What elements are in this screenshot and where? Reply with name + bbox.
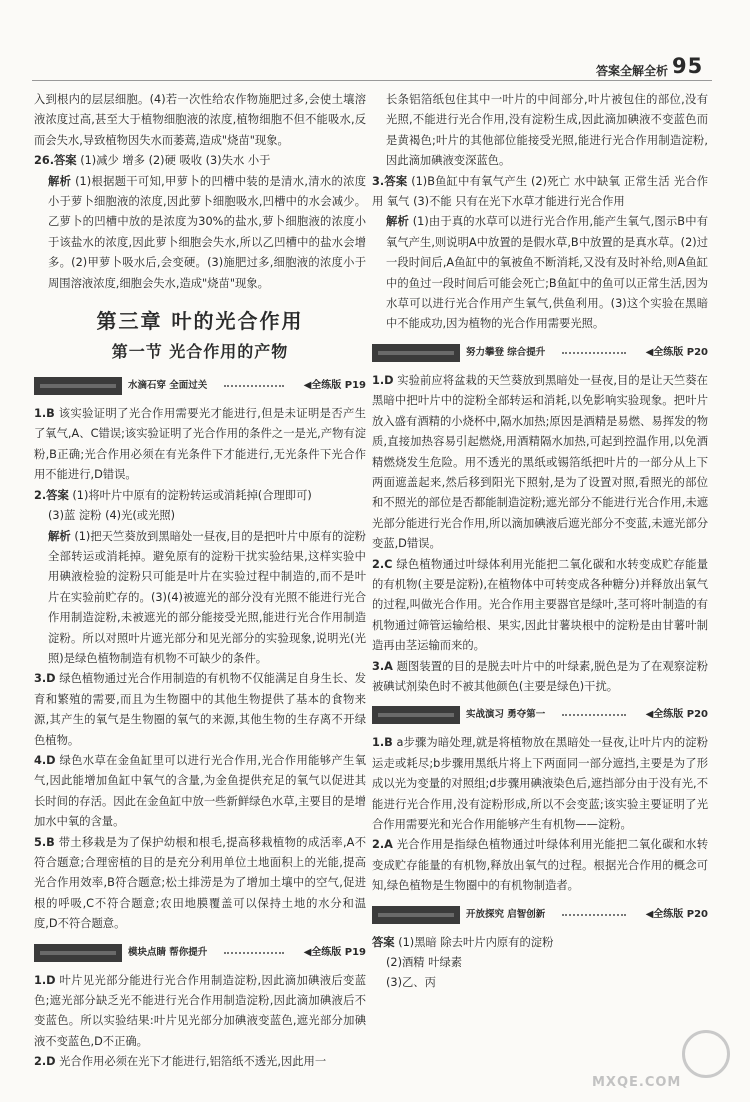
banner-slogan: 努力攀登 综合提升 bbox=[466, 346, 546, 358]
answer-text: 叶片见光部分能进行光合作用制造淀粉,因此滴加碘液后变蓝色;遮光部分缺乏光不能进行光合作用制造淀粉,因此滴加碘液后不变蓝色。所以实验结果:叶片见光部分加碘液变蓝色,遮光部分加碘液不变蓝色,D不正确。 bbox=[34, 973, 367, 1048]
banner-slogan: 开放探究 启智创新 bbox=[466, 908, 546, 920]
watermark-seal-icon bbox=[682, 1030, 730, 1078]
site-watermark bbox=[580, 1028, 736, 1092]
answer-text: 光合作用必须在光下才能进行,铝箔纸不透光,因此用一 bbox=[59, 1055, 327, 1069]
answer-text: a步骤为暗处理,就是将植物放在黑暗处一昼夜,让叶片内的淀粉运走或耗尽;b步骤用黑纸片将上下两面同一部分遮挡,主要是为了形成以光为变量的对照组;d步骤用碘液染色后,遮挡部分由于没有光,不能进行光合作用,没有淀粉形成,所以不会变蓝;该实验主要证明了光合作用需要光和光合作用能够产生有机物——淀粉。 bbox=[372, 736, 709, 831]
answer-item bbox=[372, 371, 708, 555]
answer-text: (3)乙、丙 bbox=[386, 976, 436, 990]
section-banner-explore bbox=[372, 903, 708, 927]
answer-item bbox=[372, 657, 708, 698]
answer-text: 实验前应将盆栽的天竺葵放到黑暗处一昼夜,目的是让天竺葵在黑暗中把叶片中的淀粉全部转运和消耗,以免影响实验现象。把叶片放入盛有酒精的小烧杯中,隔水加热;原因是酒精是易燃、易挥发的物质,直接加热容易引起燃烧,用酒精隔水加热,可起到控温作用,以免酒精燃烧发生危险。用不透光的黑纸或锡箔纸把叶片的一部分从上下两面遮盖起来,然后移到阳光下照射,是为了设置对照,看照光的部位和不照光的部位是否都能制造淀粉;遮光部分不能进行光合作用,未遮光部分能进行光合作用,所以滴加碘液后遮光部分不变蓝,未遮光部分变蓝,D错误。 bbox=[372, 373, 708, 551]
banner-page-ref: ◀全练版 P19 bbox=[303, 946, 366, 958]
q26-analysis-text: (1)根据题干可知,甲萝卜的凹槽中装的是清水,清水的浓度小于萝卜细胞液的浓度,因此萝卜细胞吸水,凹槽中的水会减少。乙萝卜的凹槽中放的是浓度为30%的盐水,萝卜细胞液的浓度小于该盐水的浓度,因此萝卜细胞会失水,所以乙凹槽中的盐水会增多。(2)甲萝卜吸水后,会变硬。(3)施肥过多,细胞液的浓度小于周围溶液浓度,细胞会失水,造成"烧苗"现象。 bbox=[48, 174, 366, 290]
answer-analysis bbox=[34, 527, 366, 670]
banner-slogan: 水滴石穿 全面过关 bbox=[128, 380, 208, 392]
answer-text: (3)蓝 淀粉 (4)光(或光照) bbox=[48, 509, 176, 523]
section-banner-advanced bbox=[34, 941, 366, 965]
answer-item bbox=[372, 555, 708, 657]
banner-slogan: 实战演习 勇夺第一 bbox=[466, 709, 546, 721]
banner-page-ref: ◀全练版 P20 bbox=[645, 709, 708, 721]
answer-text: (2)酒精 叶绿素 bbox=[386, 956, 463, 970]
q26-answer-text: (1)减少 增多 (2)硬 吸收 (3)失水 小于 bbox=[80, 154, 271, 168]
banner-block-icon bbox=[372, 906, 460, 924]
answer-text: 绿色植物通过叶绿体利用光能把二氧化碳和水转变成贮存能量的有机物(主要是淀粉),在植物体中可转变成各种糖分)并释放出氧气的过程,叫做光合作用。光合作用主要器官是绿叶,茎可将叶制造的有机物通过筛管运输给根、果实,因此甘薯块根中的淀粉是由甘薯叶制造再由茎运输而来的。 bbox=[372, 557, 708, 653]
answer-item bbox=[372, 933, 708, 953]
answer-item bbox=[34, 404, 366, 486]
banner-block-icon bbox=[34, 944, 122, 962]
q26-analysis bbox=[34, 172, 366, 294]
analysis-label: 解析 bbox=[48, 529, 71, 543]
answer-number: 2.答案 bbox=[34, 488, 69, 502]
q26-answer-label: 26.答案 bbox=[34, 154, 77, 168]
right-column bbox=[372, 90, 708, 994]
answer-item bbox=[34, 1052, 366, 1072]
answer-item bbox=[34, 669, 366, 751]
answer-number: 2.C bbox=[372, 557, 393, 571]
banner-page-ref: ◀全练版 P20 bbox=[645, 908, 708, 920]
banner-block-icon bbox=[34, 377, 122, 395]
banner-dotted-rule bbox=[562, 352, 626, 354]
page-header bbox=[0, 0, 750, 88]
answer-number: 答案 bbox=[372, 935, 395, 949]
section-title: 第一节 光合作用的产物 bbox=[111, 342, 289, 362]
answer-text: (1)B鱼缸中有氧气产生 (2)死亡 水中缺氧 正常生活 光合作用 氧气 (3)不能 只有在光下水草才能进行光合作用 bbox=[372, 174, 709, 209]
banner-page-ref: ◀全练版 P19 bbox=[303, 380, 366, 392]
answer-number: 1.B bbox=[372, 736, 393, 750]
answer-analysis bbox=[372, 212, 708, 334]
answer-text: 题图装置的目的是脱去叶片中的叶绿素,脱色是为了在观察淀粉被碘试剂染色时不被其他颜色(主要是绿色)干扰。 bbox=[372, 659, 708, 693]
q26-answer bbox=[34, 151, 366, 171]
answer-number: 2.A bbox=[372, 838, 393, 852]
banner-dotted-rule bbox=[562, 914, 626, 916]
answer-item bbox=[372, 835, 708, 896]
analysis-text: (1)由于真的水草可以进行光合作用,能产生氧气,图示B中有氧气产生,则说明A中放置的是假水草,B中放置的是真水草。(2)过一段时间后,A鱼缸中的氧被鱼不断消耗,又没有及时补给,则A鱼缸中的鱼过一段时间后可能会死亡;B鱼缸中的鱼可以正常生活,因为水草可以进行光合作用产生氧气,供鱼利用。(3)这个实验在黑暗中不能成功,因为植物的光合作用需要光照。 bbox=[386, 215, 708, 331]
answer-number: 2.D bbox=[34, 1055, 56, 1069]
answer-text: (1)将叶片中原有的淀粉转运或消耗掉(合理即可) bbox=[72, 488, 312, 502]
watermark-text: MXQE.COM bbox=[592, 1075, 682, 1090]
q26-analysis-label: 解析 bbox=[48, 174, 72, 188]
section-banner-practice bbox=[372, 703, 708, 727]
answer-number: 1.D bbox=[34, 973, 56, 987]
answer-number: 3.A bbox=[372, 659, 393, 673]
left-column bbox=[34, 90, 366, 1073]
answer-item bbox=[34, 751, 366, 833]
q25-answer-tail: 入到根内的层层细胞。(4)若一次性给农作物施肥过多,会使土壤溶液浓度过高,甚至大于植物细胞液的浓度,植物细胞不但不能吸水,反而会失水,导致植物因失水而萎蔫,造成"烧苗"现象。 bbox=[34, 93, 366, 147]
banner-dotted-rule bbox=[224, 385, 284, 387]
section-banner-comprehensive bbox=[372, 341, 708, 365]
banner-block-icon bbox=[372, 706, 460, 724]
answer-number: 4.D bbox=[34, 753, 56, 767]
answer-item bbox=[34, 486, 366, 506]
banner-dotted-rule bbox=[224, 952, 284, 954]
answer-number: 1.D bbox=[372, 373, 394, 387]
answer-item bbox=[372, 733, 708, 835]
chapter-title: 第三章 叶的光合作用 bbox=[96, 309, 304, 334]
answer-number: 3.答案 bbox=[372, 174, 408, 188]
analysis-text: (1)把天竺葵放到黑暗处一昼夜,目的是把叶片中原有的淀粉全部转运或消耗掉。避免原有的淀粉干扰实验结果,这样实验中用碘液检验的淀粉只可能是叶片在实验过程中制造的,而不是叶片在实验前贮存的。(3)(4)被遮光的部分没有光照不能进行光合作用制造淀粉,未被遮光的部分能接受光照,能进行光合作用制造淀粉。所以对照叶片遮光部分和见光部分的实验现象,说明光(光照)是绿色植物制造有机物不可缺少的条件。 bbox=[48, 529, 366, 665]
answer-text: 该实验证明了光合作用需要光才能进行,但是未证明是否产生了氧气,A、C错误;该实验证明了光合作用的条件之一是光,产物有淀粉,B正确;光合作用必须在有光条件下才能进行,无光条件下光合作用不能进行,D错误。 bbox=[34, 407, 367, 482]
answer-text: 光合作用是指绿色植物通过叶绿体利用光能把二氧化碳和水转变成贮存能量的有机物,释放出氧气的过程。根据光合作用的概念可知,绿色植物是生物圈中的有机物制造者。 bbox=[372, 838, 708, 893]
section-banner-basic bbox=[34, 374, 366, 398]
answer-item bbox=[34, 833, 366, 935]
banner-dotted-rule bbox=[562, 714, 626, 716]
q7-answer-tail: 长条铝箔纸包住其中一叶片的中间部分,叶片被包住的部位,没有光照,不能进行光合作用,没有淀粉生成,因此滴加碘液不变蓝色而是黄褐色;叶片的其他部位能接受光照,能进行光合作用制造淀粉,因此滴加碘液变深蓝色。 bbox=[386, 93, 708, 168]
answer-item bbox=[372, 172, 708, 213]
header-divider bbox=[32, 80, 712, 81]
page-number: 95 bbox=[672, 54, 704, 78]
banner-block-icon bbox=[372, 344, 460, 362]
answer-text: (1)黑暗 除去叶片内原有的淀粉 bbox=[398, 935, 554, 949]
banner-page-ref: ◀全练版 P20 bbox=[645, 346, 708, 358]
analysis-label: 解析 bbox=[386, 215, 409, 229]
banner-slogan: 模块点睛 帮你提升 bbox=[128, 946, 208, 958]
answer-text: 绿色植物通过光合作用制造的有机物不仅能满足自身生长、发育和繁殖的需要,而且为生物圈中的其他生物提供了基本的食物来源,其产生的氧气是生物圈的氧气的来源,其他生物的生存离不开绿色植物。 bbox=[34, 672, 366, 747]
answer-number: 3.D bbox=[34, 672, 56, 686]
header-label: 答案全解全析 bbox=[596, 64, 669, 78]
answer-number: 5.B bbox=[34, 835, 55, 849]
answer-item bbox=[34, 971, 366, 1053]
answer-number: 1.B bbox=[34, 407, 55, 421]
answer-text: 带土移栽是为了保护幼根和根毛,提高移栽植物的成活率,A不符合题意;合理密植的目的是充分利用单位土地面积上的光能,提高光合作用效率,B符合题意;松土排涝是为了增加土壤中的空气,促进根的呼吸,C不符合题意;农田地膜覆盖可以保持土地的水分和温度,D不符合题意。 bbox=[34, 835, 366, 931]
answer-text: 绿色水草在金鱼缸里可以进行光合作用,光合作用能够产生氧气,因此能增加鱼缸中氧气的含量,为金鱼提供充足的氧气以促进其长时间的存活。因此在金鱼缸中放一些新鲜绿色水草,主要目的是增加水中氧的含量。 bbox=[34, 753, 367, 829]
